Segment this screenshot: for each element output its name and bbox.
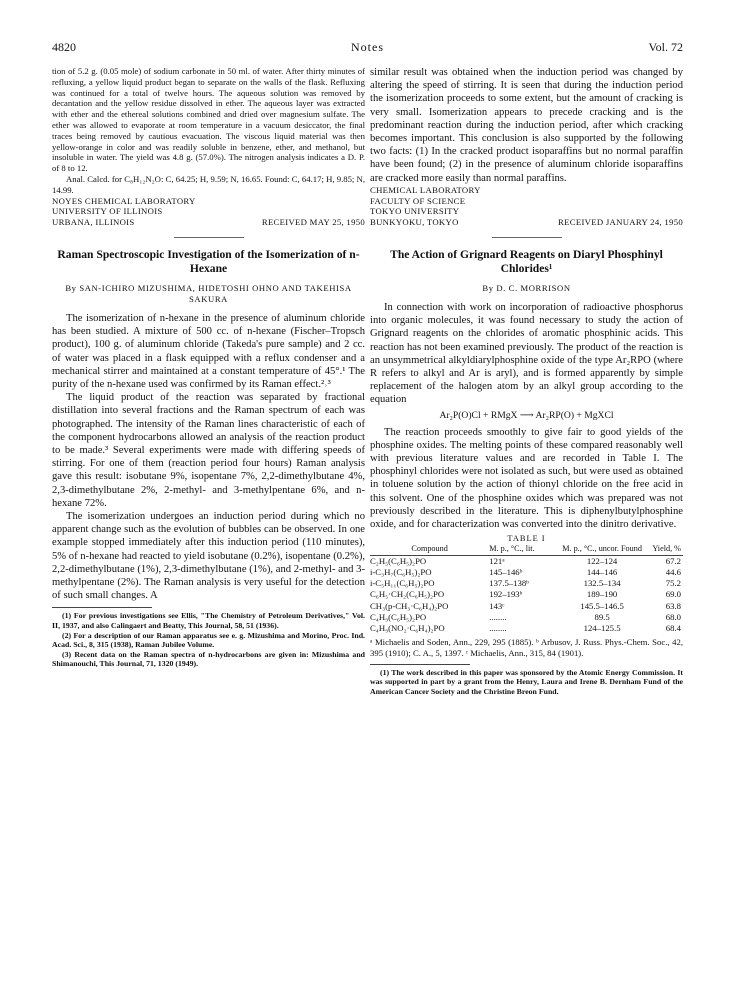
table-cell: C₄H₉(NO₂·C₆H₄)₂PO [370, 622, 445, 633]
table-cell: C₆H₅·CH₂(C₆H₅)₂PO [370, 589, 445, 600]
right-column [370, 66, 683, 697]
table-cell: 44.6 [665, 566, 681, 577]
table-row [370, 601, 683, 612]
table-row [370, 623, 683, 634]
table-header-cell: Yield, % [649, 544, 683, 555]
running-header [52, 40, 683, 56]
volume-label: Vol. 72 [648, 40, 683, 54]
body-paragraph: The reaction proceeds smoothly to give fair to good yields of the phosphine oxides. The melting points of these compared reasonably well with previous literature values and are recorded in Table I. The phosphinyl chlorides were not isolated as such, but were used as obtained in toluene solution by the action of thionyl chloride on the free acid in this solvent. One of the phosphine oxides which was prepared was not previously described in the literature. This is diphenylbutylphosphine oxide, and for characterization was converted into the dinitro derivative. [370, 426, 683, 531]
affiliation-line: TOKYO UNIVERSITY [370, 206, 460, 217]
affiliation-line: UNIVERSITY OF ILLINOIS [52, 206, 163, 217]
body-paragraph: The liquid product of the reaction was separated by fractional distillation into several fractions and the Raman spectrum of each was photographed. The intensity of the Raman lines characteristic of each of the component hydrocarbons allowed an analysis of the reaction product to be made.³ Several experiments were made with differing speeds of stirring. For one of them (reaction period four hours) Raman analysis gave this result: isobutane 9%, isopentane 7%, 2,2-dimethylbutane 4%, 2,3-dimethylbutane 2%, 2-methyl- and 3-methylpentane 6%, and n-hexane 72%. [52, 392, 365, 509]
table-caption: TABLE I [507, 534, 546, 544]
article-byline [370, 283, 683, 294]
table-cell: 189–190 [586, 589, 618, 600]
table-notes: ᵃ Michaelis and Soden, Ann., 229, 295 (1885). ᵇ Arbusov, J. Russ. Phys.-Chem. Soc., 42, 395 (1910); C. A., 5, 1397. ᶜ Michaelis, Ann., 315, 84 (1901). [370, 637, 683, 658]
footnote: (1) For previous investigations see Ellis, "The Chemistry of Petroleum Derivatives," Vol. II, 1937, and also Calingaert and Beatty, This Journal, 58, 51 (1936). [52, 611, 365, 631]
body-paragraph: The isomerization undergoes an induction period during which no apparent change such as the evolution of bubbles can be observed. In one example stopped immediately after this induction period (110 minutes), 5% of n-hexane had reacted to yield isobutane (0.2%), isopentane (0.2%), 2,2-dimethylbutane (1%), 2,3-dimethylbutane (1%), and 2-methyl- and 3-methylpentane (2%). The Raman analysis is very useful for the detection of such small changes. A [52, 511, 365, 602]
table-cell: 192–193ᵇ [489, 589, 523, 600]
table-cell: 75.2 [665, 578, 681, 589]
table-row [370, 589, 683, 600]
table-cell: 137.5–138ᵇ [489, 578, 529, 589]
article-separator [492, 237, 562, 238]
table-row [370, 578, 683, 589]
affiliation-city: BUNKYOKU, TOKYO [370, 217, 459, 228]
affiliation-city: URBANA, ILLINOIS [52, 217, 135, 228]
article-title: Raman Spectroscopic Investigation of the Isomerization of n-Hexane [57, 247, 360, 275]
table-cell: ........ [489, 611, 507, 622]
byline-by: By [65, 282, 77, 293]
affiliation-line: NOYES CHEMICAL LABORATORY [52, 195, 196, 206]
received-date: RECEIVED MAY 25, 1950 [261, 217, 365, 228]
table-cell: 122–124 [586, 555, 618, 566]
byline-authors: D. C. MORRISON [496, 283, 571, 294]
reaction-equation: Ar₂P(O)Cl + RMgX ⟶ Ar₂RP(O) + MgXCl [439, 409, 614, 421]
table-cell: i-C₅H₁₁(C₆H₅)₂PO [370, 578, 435, 589]
table-row [370, 612, 683, 623]
article-byline [52, 283, 365, 305]
body-paragraph: The isomerization of n-hexane in the presence of aluminum chloride has been studied. A mixture of 500 cc. of n-hexane (Fischer–Tropsch product), 100 g. of aluminum chloride (Takeda's pure sample) and 2 cc. of water was placed in a flask equipped with a reflux condenser and a mechanical stirrer and maintained at a constant temperature of 45°.¹ The purity of the n-hexane used was confirmed by its Raman effect.²˒³ [52, 312, 365, 390]
table-row [370, 555, 683, 567]
table-cell: 67.2 [665, 555, 681, 566]
table-cell: 89.5 [594, 611, 610, 622]
section-name: Notes [351, 40, 384, 54]
analysis-line: Anal. Calcd. for C₈H₁₂N₂O: C, 64.25; H, 9.59; N, 16.65. Found: C, 64.17; H, 9.85; N, 14.99. [52, 173, 365, 195]
received-date: RECEIVED JANUARY 24, 1950 [558, 217, 683, 228]
byline-by: By [482, 283, 494, 294]
table-cell: 124–125.5 [583, 622, 621, 633]
prev-article-continuation: tion of 5.2 g. (0.05 mole) of sodium carbonate in 50 ml. of water. After thirty minutes of refluxing, a yellow liquid product began to separate on the walls of the flask. Refluxing was continued for a total of twelve hours. The aqueous solution was removed by decantation and the yellow residue dissolved in ether. The aqueous layer was extracted with ether and the ethereal solutions combined and dried over magnesium sulfate. The ether was allowed to evaporate at room temperature in a vacuum desiccator, the final traces being removed by cautious evacuation. The viscous liquid material was then yellow-orange in color and was readily soluble in benzene, ether, and methanol, but insoluble in water. The yield was 4.8 g. (57.0%). The nitrogen analysis indicates a D. P. of 8 to 12. [52, 66, 365, 174]
affiliation-line: CHEMICAL LABORATORY [370, 184, 481, 195]
table-cell: 145–146ᵇ [489, 566, 523, 577]
table-cell: C₄H₉(C₆H₅)₂PO [370, 611, 427, 622]
received-line [370, 217, 683, 228]
table-header-cell: M. p., °C., lit. [489, 544, 555, 555]
page-number: 4820 [52, 40, 76, 54]
article-separator [174, 237, 244, 238]
table-cell: CH₃(p-CH₃·C₆H₄)₂PO [370, 600, 449, 611]
table-cell: 143ᶜ [489, 600, 505, 611]
table-cell: C₂H₅(C₆H₅)₂PO [370, 555, 427, 566]
article-title: The Action of Grignard Reagents on Diaryl Phosphinyl Chlorides¹ [390, 248, 663, 276]
received-line [52, 217, 365, 228]
table-cell: 69.0 [665, 589, 681, 600]
table-cell: 63.8 [665, 600, 681, 611]
table-cell: 145.5–146.5 [580, 600, 624, 611]
table-body [370, 555, 683, 634]
table-header-cell: M. p., °C., uncor. Found [555, 544, 649, 555]
table-cell: 68.0 [665, 611, 681, 622]
table-cell: 144–146 [586, 566, 618, 577]
table-header-row [370, 544, 683, 555]
footnote: (2) For a description of our Raman apparatus see e. g. Mizushima and Morino, Proc. Ind. Acad. Sci., 8, 315 (1938), Raman Jubilee Volume. [52, 630, 365, 650]
footnote-separator [52, 607, 152, 608]
body-paragraph: In connection with work on incorporation of radioactive phosphorus into organic molecules, it was found necessary to study the action of Grignard reagents on the chlorides of aromatic phosphinic acids. This reaction has not been examined previously. The product of the reaction is an unsymmetrical alkyldiarylphosphine oxide of the type Ar₂RPO (where R refers to alkyl and Ar is aryl), and is formed apparently by simple replacement of the halogen atom by an alkyl group according to the equation [370, 302, 683, 406]
byline-authors: SAN-ICHIRO MIZUSHIMA, HIDETOSHI OHNO AND TAKEHISA SAKURA [79, 282, 352, 304]
table-row [370, 567, 683, 578]
footnote-separator [370, 664, 470, 665]
left-column [52, 66, 365, 669]
table-header-cell: Compound [370, 544, 489, 555]
table-cell: 68.4 [665, 622, 681, 633]
affiliation-line: FACULTY OF SCIENCE [370, 195, 466, 206]
table-cell: 121ᵃ [489, 555, 505, 566]
table-cell: 132.5–134 [583, 578, 621, 589]
data-table [370, 544, 683, 634]
prev-article-continuation: similar result was obtained when the induction period was changed by altering the speed of stirring. It is seen that during the induction period the isomerization proceeds to some extent, but the amount of cracking is very small. Isomerization appears to precede cracking and is the predominant reaction during the induction period, after which cracking becomes important. This conclusion is also supported by the following two facts: (1) In the cracked product isoparaffins but no normal paraffin have been found; (2) in the presence of aluminum chloride isoparaffins are cracked more easily than normal paraffins. [370, 67, 683, 184]
footnote: (3) Recent data on the Raman spectra of n-hydrocarbons are given in: Mizushima and Shimanouchi, This Journal, 71, 1320 (1949). [52, 649, 365, 669]
table-cell: ........ [489, 622, 507, 633]
footnote: (1) The work described in this paper was sponsored by the Atomic Energy Commission. It was supported in part by a grant from the Henry, Laura and Irene B. Dernham Fund of the American Cancer Society and the Christine Breon Fund. [370, 667, 683, 696]
table-cell: i-C₃H₇(C₆H₅)₂PO [370, 566, 432, 577]
